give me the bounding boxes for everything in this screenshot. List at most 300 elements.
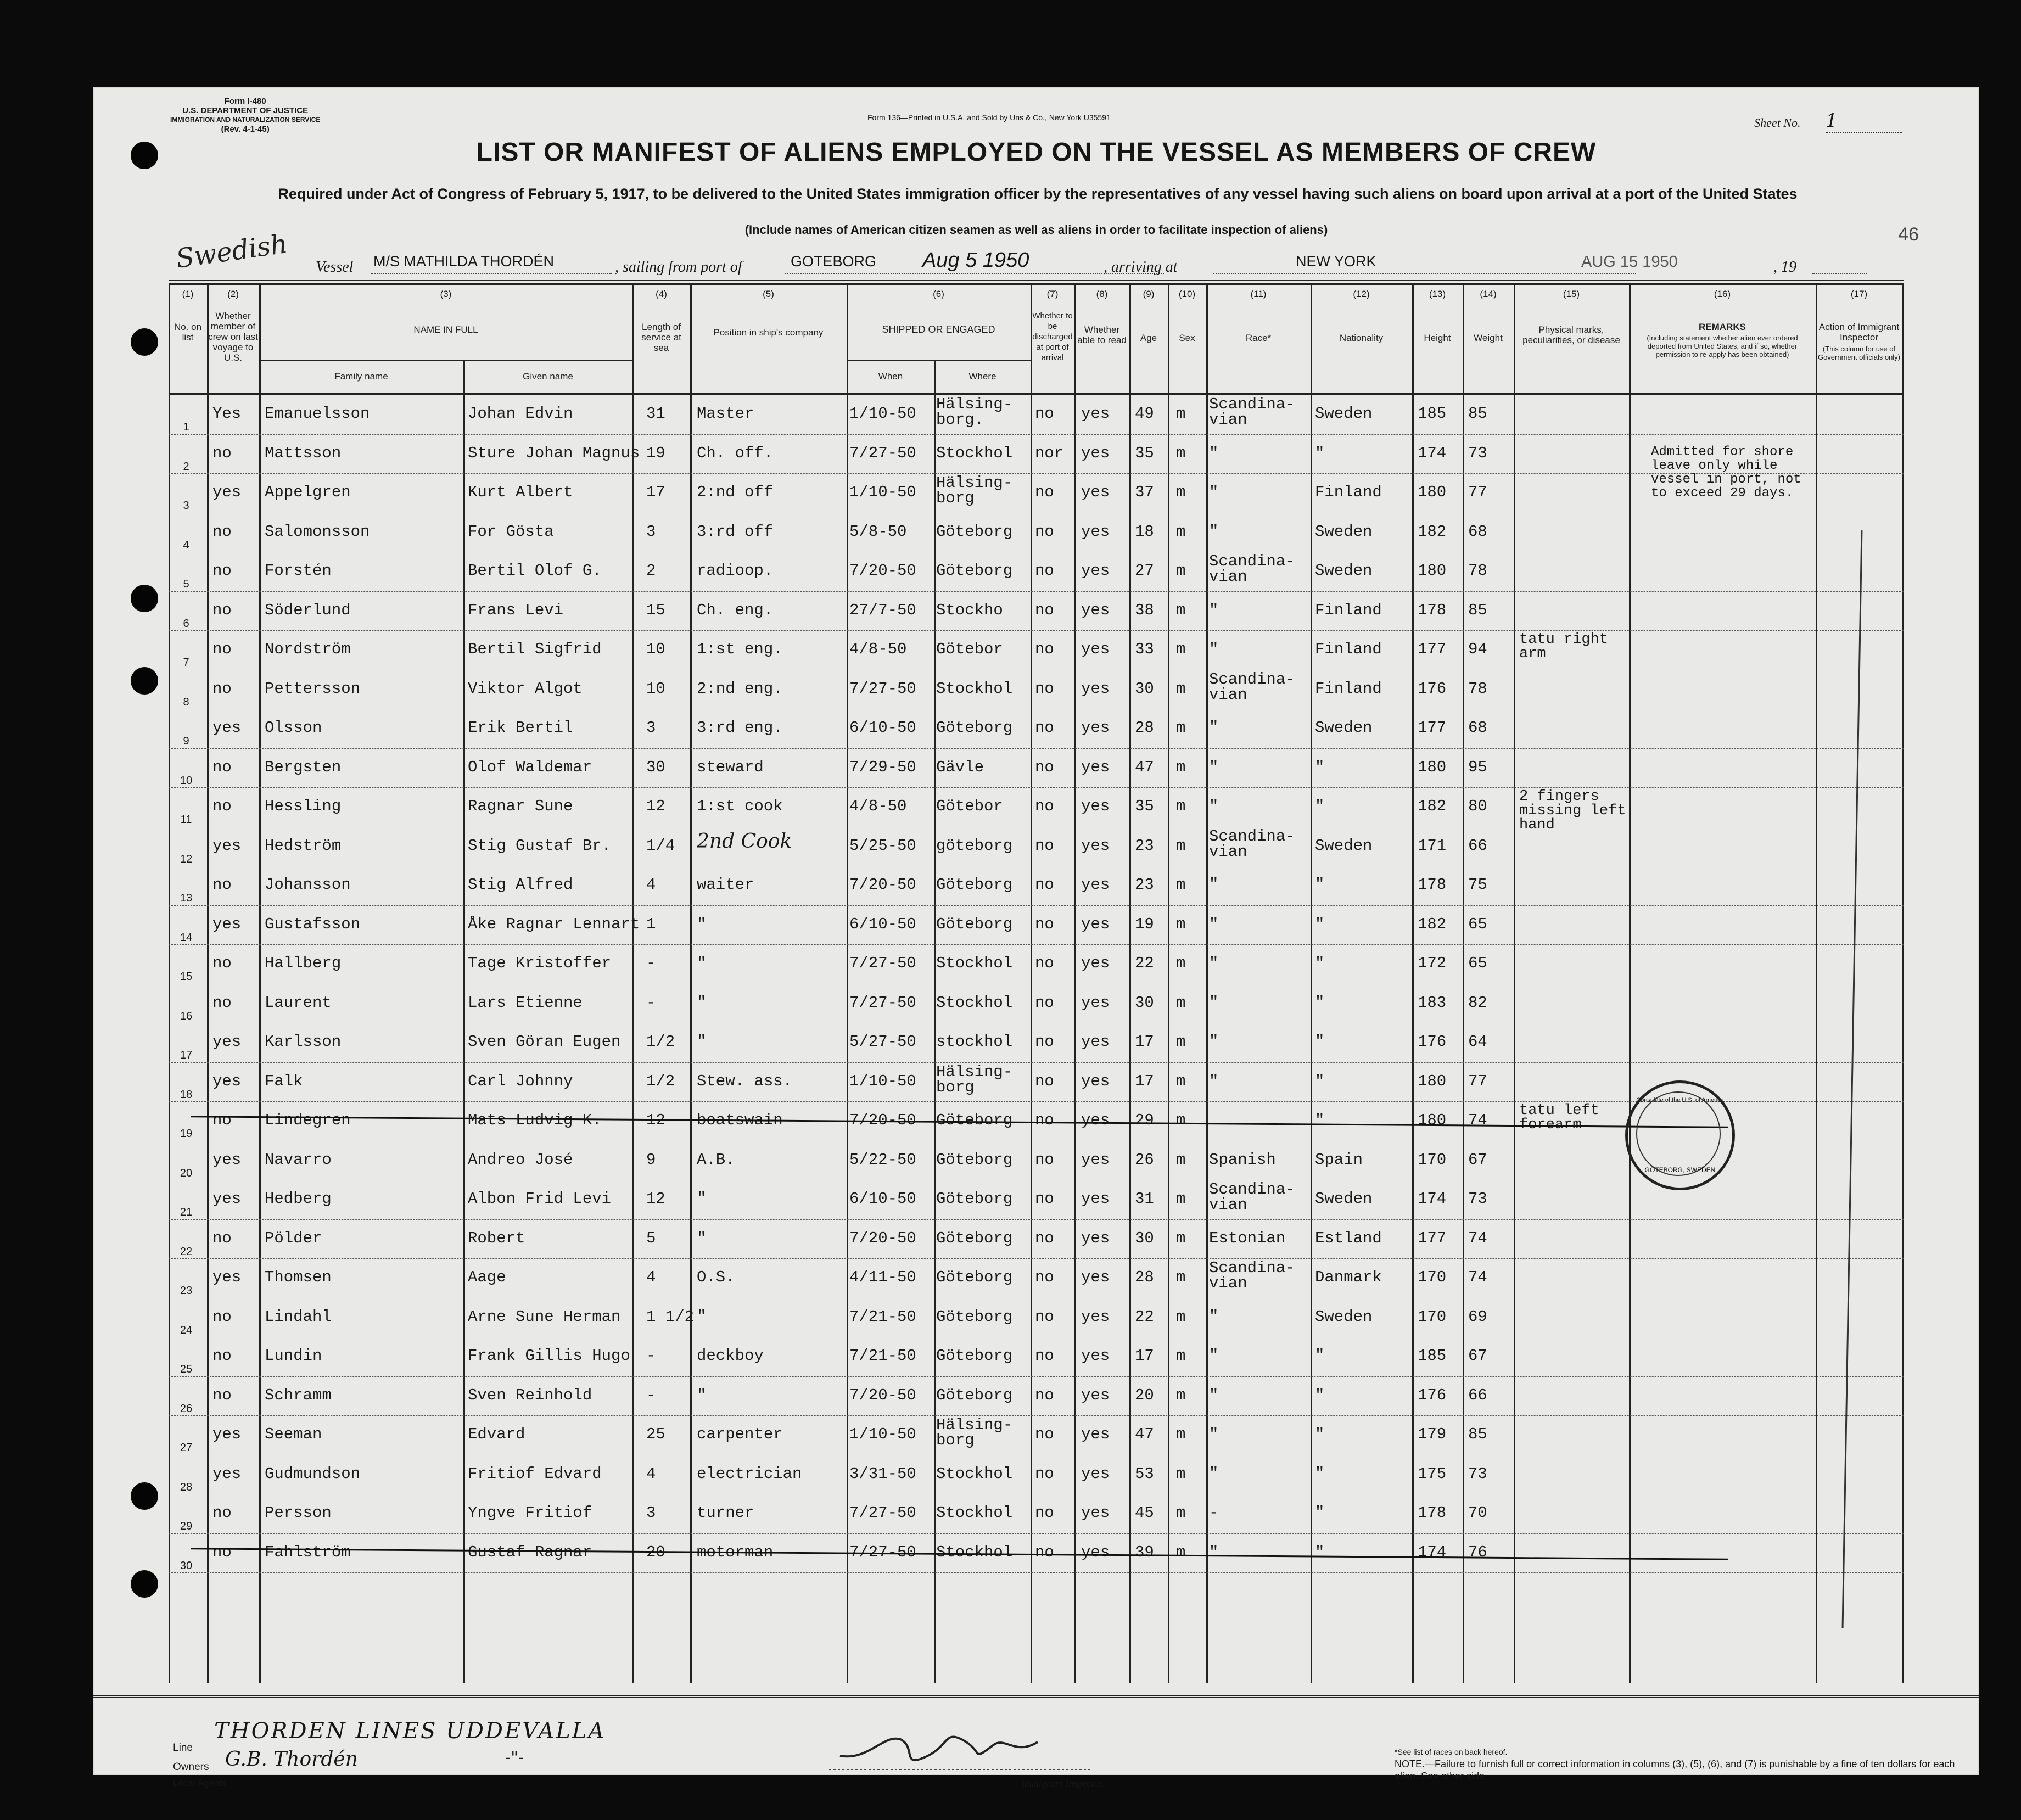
cell-when: 1/10-50 <box>849 405 916 423</box>
cell-weight: 75 <box>1468 876 1487 894</box>
cell-weight: 77 <box>1468 1072 1487 1090</box>
cell-given: Carl Johnny <box>468 1072 573 1090</box>
cell-weight: 82 <box>1468 993 1487 1012</box>
crew-row <box>169 552 1904 592</box>
cell-when: 7/21-50 <box>849 1307 916 1326</box>
cell-race: " <box>1209 483 1219 501</box>
cell-height: 180 <box>1418 1111 1447 1129</box>
cell-given: Stig Alfred <box>468 876 573 894</box>
cell-height: 170 <box>1418 1268 1447 1286</box>
cell-read: yes <box>1081 1543 1110 1561</box>
cell-weight: 95 <box>1468 758 1487 776</box>
row-number: 29 <box>180 1520 193 1532</box>
cell-read: yes <box>1081 797 1110 815</box>
cell-where: Göteborg <box>936 719 1013 737</box>
col-9-number: (9) <box>1143 289 1155 299</box>
cell-read: yes <box>1081 640 1110 658</box>
cell-race: " <box>1209 1425 1219 1443</box>
cell-discharge: no <box>1035 601 1054 619</box>
cell-service: 3 <box>646 1504 656 1522</box>
cell-last: no <box>212 562 232 580</box>
cell-weight: 85 <box>1468 1425 1487 1443</box>
cell-nationality: Finland <box>1315 483 1382 501</box>
cell-position: " <box>697 1386 707 1404</box>
cell-nationality: Sweden <box>1315 836 1373 855</box>
row-number: 10 <box>180 774 193 787</box>
cell-family: Hedberg <box>265 1190 332 1208</box>
cell-weight: 85 <box>1468 405 1487 423</box>
cell-where: Stockhol <box>936 993 1013 1012</box>
cell-height: 176 <box>1418 679 1447 698</box>
cell-height: 177 <box>1418 1229 1447 1247</box>
sailing-date: Aug 5 1950 <box>922 249 1029 272</box>
cell-position: Ch. eng. <box>697 601 774 619</box>
inspector-label: Immigrant Inspector. <box>1021 1778 1104 1789</box>
row-number: 23 <box>180 1285 193 1297</box>
crew-row <box>169 434 1904 474</box>
cell-read: yes <box>1081 954 1110 972</box>
cell-position: 2:nd off <box>697 483 774 501</box>
col-8-header: Whether able to read <box>1077 324 1127 345</box>
cell-where: Stockhol <box>936 1464 1013 1483</box>
row-number: 20 <box>180 1167 193 1179</box>
crew-row <box>169 1494 1904 1534</box>
cell-race: " <box>1209 797 1219 815</box>
cell-when: 7/27-50 <box>849 1504 916 1522</box>
cell-last: no <box>212 1543 232 1561</box>
row-number: 24 <box>180 1324 193 1336</box>
cell-race: Scandina-vian <box>1209 395 1295 429</box>
cell-height: 176 <box>1418 1386 1447 1404</box>
revision: (Rev. 4-1-45) <box>221 125 270 134</box>
cell-where: Hälsing-borg <box>936 1062 1013 1096</box>
cell-read: yes <box>1081 993 1110 1012</box>
cell-last: no <box>212 993 232 1012</box>
cell-discharge: no <box>1035 954 1054 972</box>
col-11-number: (11) <box>1250 289 1267 299</box>
cell-given: Olof Waldemar <box>468 758 592 776</box>
cell-height: 174 <box>1418 444 1447 462</box>
cell-when: 7/20-50 <box>849 1229 916 1247</box>
cell-service: 1/2 <box>646 1033 675 1051</box>
cell-last: no <box>212 1229 232 1247</box>
cell-service: 12 <box>646 797 665 815</box>
row-number: 26 <box>180 1402 193 1415</box>
col-2-number: (2) <box>227 289 239 299</box>
cell-when: 4/8-50 <box>849 640 907 658</box>
row-number: 28 <box>180 1481 193 1493</box>
cell-read: yes <box>1081 1150 1110 1169</box>
cell-discharge: no <box>1035 1386 1054 1404</box>
cell-when: 7/27-50 <box>849 679 916 698</box>
cell-where: Götebor <box>936 640 1003 658</box>
cell-age: 17 <box>1135 1033 1154 1051</box>
cell-nationality: " <box>1315 1543 1325 1561</box>
cell-given: Sture Johan Magnus <box>468 444 640 462</box>
cell-position: 2:nd eng. <box>697 679 783 698</box>
cell-discharge: no <box>1035 876 1054 894</box>
cell-sex: m <box>1176 1307 1186 1326</box>
col-6-header: SHIPPED OR ENGAGED <box>882 324 995 335</box>
cell-position: turner <box>697 1504 754 1522</box>
cell-where: Stockhol <box>936 954 1013 972</box>
col-5-header: Position in ship's company <box>713 327 824 338</box>
cell-sex: m <box>1176 1033 1186 1051</box>
cell-family: Pölder <box>265 1229 322 1247</box>
cell-discharge: no <box>1035 1504 1054 1522</box>
crew-row <box>169 1180 1904 1220</box>
binder-hole <box>131 328 158 356</box>
col-16-number: (16) <box>1714 289 1731 299</box>
cell-family: Hessling <box>265 797 342 815</box>
cell-discharge: no <box>1035 405 1054 423</box>
cell-where: Göteborg <box>936 1111 1013 1129</box>
cell-last: yes <box>212 1033 242 1051</box>
cell-race: " <box>1209 1464 1219 1483</box>
seal-top-text: Consulate of the U.S. of America <box>1636 1097 1724 1104</box>
row-number: 11 <box>180 814 192 826</box>
cell-service: 10 <box>646 679 665 698</box>
row-number: 25 <box>180 1363 193 1375</box>
cell-read: yes <box>1081 601 1110 619</box>
cell-position: motorman <box>697 1543 774 1561</box>
cell-age: 30 <box>1135 993 1154 1012</box>
cell-race: Scandina-vian <box>1209 670 1295 704</box>
cell-service: 15 <box>646 601 665 619</box>
cell-position: 3:rd eng. <box>697 719 783 737</box>
cell-race: Estonian <box>1209 1229 1286 1247</box>
cell-when: 7/20-50 <box>849 562 916 580</box>
cell-weight: 67 <box>1468 1150 1487 1169</box>
cell-given: Edvard <box>468 1425 525 1443</box>
cell-where: Hälsing-borg <box>936 474 1013 507</box>
cell-given: Sven Reinhold <box>468 1386 592 1404</box>
cell-service: 12 <box>646 1111 665 1129</box>
cell-service: 4 <box>646 876 656 894</box>
footer <box>93 1695 1979 1789</box>
cell-height: 182 <box>1418 915 1447 933</box>
cell-family: Seeman <box>265 1425 322 1443</box>
crew-row <box>169 748 1904 788</box>
cell-race: " <box>1209 993 1219 1012</box>
crew-row <box>169 1258 1904 1298</box>
cell-age: 22 <box>1135 1307 1154 1326</box>
cell-sex: m <box>1176 522 1186 541</box>
cell-age: 47 <box>1135 1425 1154 1443</box>
department-name: U.S. DEPARTMENT OF JUSTICE <box>182 106 309 115</box>
cell-position: boatswain <box>697 1111 783 1129</box>
cell-family: Gustafsson <box>265 915 361 933</box>
cell-where: Gävle <box>936 758 984 776</box>
row-number: 17 <box>180 1049 193 1061</box>
cell-discharge: no <box>1035 1425 1054 1443</box>
remarks-note-text <box>1651 445 1816 501</box>
cell-height: 174 <box>1418 1190 1447 1208</box>
cell-when: 7/29-50 <box>849 758 916 776</box>
crew-row <box>169 473 1904 513</box>
cell-position: " <box>697 915 707 933</box>
cell-last: Yes <box>212 405 242 423</box>
cell-height: 185 <box>1418 1347 1447 1365</box>
cell-when: 7/27-50 <box>849 444 916 462</box>
cell-nationality: Finland <box>1315 679 1382 698</box>
sheet-number <box>1754 110 1902 133</box>
cell-when: 1/10-50 <box>849 1072 916 1090</box>
cell-age: 37 <box>1135 483 1154 501</box>
col-4-header: Length of service at sea <box>641 322 681 353</box>
binder-hole <box>131 667 158 695</box>
cell-position: carpenter <box>697 1425 783 1443</box>
cell-read: yes <box>1081 1229 1110 1247</box>
cell-given: Fritiof Edvard <box>468 1464 602 1483</box>
cell-when: 4/11-50 <box>849 1268 916 1286</box>
cell-sex: m <box>1176 1190 1186 1208</box>
crew-row <box>169 1298 1904 1338</box>
cell-height: 180 <box>1418 562 1447 580</box>
cell-last: no <box>212 1386 232 1404</box>
cell-weight: 66 <box>1468 836 1487 855</box>
col-14-number: (14) <box>1480 289 1497 299</box>
family-name-header: Family name <box>334 371 388 382</box>
cell-age: 31 <box>1135 1190 1154 1208</box>
cell-weight: 65 <box>1468 915 1487 933</box>
cell-given: Albon Frid Levi <box>468 1190 612 1208</box>
cell-given: Kurt Albert <box>468 483 573 501</box>
cell-sex: m <box>1176 915 1186 933</box>
manifest-sheet <box>93 87 1979 1789</box>
cell-family: Bergsten <box>265 758 342 776</box>
cell-weight: 68 <box>1468 522 1487 541</box>
cell-sex: m <box>1176 1111 1186 1129</box>
row-number: 12 <box>180 853 193 865</box>
cell-service: 4 <box>646 1464 656 1483</box>
cell-age: 19 <box>1135 915 1154 933</box>
cell-when: 7/20-50 <box>849 1111 916 1129</box>
cell-last: no <box>212 876 232 894</box>
cell-height: 185 <box>1418 405 1447 423</box>
cell-when: 3/31-50 <box>849 1464 916 1483</box>
row-number: 15 <box>180 971 193 983</box>
row-number: 13 <box>180 892 193 904</box>
cell-read: yes <box>1081 1268 1110 1286</box>
cell-sex: m <box>1176 1347 1186 1365</box>
cell-race: " <box>1209 719 1219 737</box>
cell-when: 1/10-50 <box>849 1425 916 1443</box>
row-number: 7 <box>183 657 189 669</box>
page-stamp-number: 46 <box>1898 224 1919 245</box>
cell-height: 175 <box>1418 1464 1447 1483</box>
cell-family: Hedström <box>265 836 342 855</box>
vessel-row <box>159 249 1916 282</box>
cell-last: no <box>212 1307 232 1326</box>
col-15-header: Physical marks, peculiarities, or disease <box>1522 324 1620 345</box>
cell-when: 7/27-50 <box>849 993 916 1012</box>
cell-sex: m <box>1176 405 1186 423</box>
cell-race: Scandina-vian <box>1209 1259 1295 1292</box>
col-15-number: (15) <box>1563 289 1580 299</box>
cell-marks: tatu right arm <box>1519 631 1609 662</box>
cell-discharge: no <box>1035 993 1054 1012</box>
page-title: LIST OR MANIFEST OF ALIENS EMPLOYED ON THE VESSEL AS MEMBERS OF CREW <box>476 138 1597 167</box>
row-number: 16 <box>180 1010 193 1022</box>
port-to: NEW YORK <box>1296 253 1376 270</box>
cell-race: " <box>1209 444 1219 462</box>
cell-race: " <box>1209 1386 1219 1404</box>
cell-position: Master <box>697 405 754 423</box>
col-13-header: Height <box>1424 333 1451 343</box>
cell-family: Persson <box>265 1504 332 1522</box>
cell-age: 39 <box>1135 1543 1154 1561</box>
cell-nationality: Sweden <box>1315 1190 1373 1208</box>
cell-service: 10 <box>646 640 665 658</box>
cell-discharge: no <box>1035 1543 1054 1561</box>
cell-given: Andreo José <box>468 1150 573 1169</box>
cell-family: Lindegren <box>265 1111 351 1129</box>
cell-position: Stew. ass. <box>697 1072 793 1090</box>
cell-height: 170 <box>1418 1150 1447 1169</box>
cell-nationality: " <box>1315 1072 1325 1090</box>
cell-family: Thomsen <box>265 1268 332 1286</box>
cell-race: " <box>1209 1543 1219 1561</box>
cell-where: stockhol <box>936 1033 1013 1051</box>
cell-last: yes <box>212 915 242 933</box>
cell-service: 30 <box>646 758 665 776</box>
cell-when: 7/27-50 <box>849 1543 916 1561</box>
cell-race: " <box>1209 522 1219 541</box>
cell-age: 23 <box>1135 876 1154 894</box>
cell-where: göteborg <box>936 836 1013 855</box>
binder-hole <box>131 1570 158 1598</box>
cell-discharge: no <box>1035 522 1054 541</box>
cell-read: yes <box>1081 1072 1110 1090</box>
cell-read: yes <box>1081 915 1110 933</box>
year-label: , 19 <box>1773 259 1796 276</box>
cell-nationality: " <box>1315 1033 1325 1051</box>
cell-race: " <box>1209 640 1219 658</box>
cell-nationality: Estland <box>1315 1229 1382 1247</box>
cell-discharge: no <box>1035 1229 1054 1247</box>
cell-where: Stockhol <box>936 1543 1013 1561</box>
cell-nationality: " <box>1315 444 1325 462</box>
row-number: 30 <box>180 1559 193 1572</box>
cell-age: 26 <box>1135 1150 1154 1169</box>
cell-read: yes <box>1081 679 1110 698</box>
cell-sex: m <box>1176 993 1186 1012</box>
cell-family: Söderlund <box>265 601 351 619</box>
cell-when: 7/20-50 <box>849 1386 916 1404</box>
cell-discharge: no <box>1035 1347 1054 1365</box>
cell-height: 178 <box>1418 601 1447 619</box>
cell-family: Gudmundson <box>265 1464 361 1483</box>
crew-row <box>169 1219 1904 1259</box>
cell-weight: 74 <box>1468 1268 1487 1286</box>
cell-when: 7/27-50 <box>849 954 916 972</box>
cell-read: yes <box>1081 758 1110 776</box>
crew-row <box>169 984 1904 1024</box>
cell-discharge: no <box>1035 1307 1054 1326</box>
cell-when: 6/10-50 <box>849 915 916 933</box>
cell-position: steward <box>697 758 764 776</box>
col-9-header: Age <box>1140 333 1157 343</box>
inspector-signature <box>807 1717 1115 1778</box>
row-number: 21 <box>180 1206 193 1218</box>
cell-read: yes <box>1081 522 1110 541</box>
cell-nationality: Sweden <box>1315 522 1373 541</box>
cell-given: Lars Etienne <box>468 993 583 1012</box>
cell-given: Aage <box>468 1268 506 1286</box>
cell-race: " <box>1209 876 1219 894</box>
cell-age: 22 <box>1135 954 1154 972</box>
cell-last: yes <box>212 1150 242 1169</box>
col-17-number: (17) <box>1850 289 1868 299</box>
row-number: 18 <box>180 1088 193 1101</box>
cell-read: yes <box>1081 483 1110 501</box>
cell-family: Hallberg <box>265 954 342 972</box>
cell-age: 53 <box>1135 1464 1154 1483</box>
cell-position: " <box>697 1033 707 1051</box>
cell-read: yes <box>1081 1190 1110 1208</box>
cell-where: Göteborg <box>936 1386 1013 1404</box>
cell-height: 182 <box>1418 522 1447 541</box>
cell-position: 2nd Cook <box>697 830 792 853</box>
col-5-number: (5) <box>763 289 774 299</box>
cell-when: 5/27-50 <box>849 1033 916 1051</box>
cell-discharge: no <box>1035 562 1054 580</box>
crew-row <box>169 866 1904 906</box>
service-name: IMMIGRATION AND NATURALIZATION SERVICE <box>170 116 321 124</box>
cell-where: Hälsing-borg <box>936 1416 1013 1449</box>
cell-weight: 67 <box>1468 1347 1487 1365</box>
cell-service: 3 <box>646 522 656 541</box>
cell-sex: m <box>1176 679 1186 698</box>
cell-race: " <box>1209 1033 1219 1051</box>
cell-position: waiter <box>697 876 754 894</box>
col-11-header: Race* <box>1245 333 1272 343</box>
cell-race: Spanish <box>1209 1150 1276 1169</box>
cell-race: " <box>1209 1307 1219 1326</box>
cell-weight: 78 <box>1468 679 1487 698</box>
cell-read: yes <box>1081 1111 1110 1129</box>
col-10-header: Sex <box>1179 333 1195 343</box>
cell-sex: m <box>1176 1464 1186 1483</box>
cell-when: 27/7-50 <box>849 601 916 619</box>
cell-discharge: no <box>1035 1190 1054 1208</box>
cell-given: Bertil Olof G. <box>468 562 602 580</box>
cell-weight: 66 <box>1468 1386 1487 1404</box>
cell-race: " <box>1209 1072 1219 1090</box>
col-14-header: Weight <box>1474 333 1503 343</box>
cell-last: no <box>212 1347 232 1365</box>
cell-age: 45 <box>1135 1504 1154 1522</box>
cell-service: 19 <box>646 444 665 462</box>
cell-age: 35 <box>1135 797 1154 815</box>
sailing-label: , sailing from port of <box>615 259 742 276</box>
cell-given: Åke Ragnar Lennart <box>468 915 640 933</box>
cell-given: Frank Gillis Hugo <box>468 1347 630 1365</box>
cell-race: " <box>1209 915 1219 933</box>
cell-discharge: no <box>1035 679 1054 698</box>
cell-weight: 73 <box>1468 1190 1487 1208</box>
cell-nationality: Spain <box>1315 1150 1363 1169</box>
when-header: When <box>878 371 903 382</box>
cell-family: Lundin <box>265 1347 322 1365</box>
cell-last: yes <box>212 836 242 855</box>
sheet-no-label: Sheet No. <box>1754 116 1801 130</box>
cell-discharge: no <box>1035 797 1054 815</box>
cell-height: 180 <box>1418 1072 1447 1090</box>
cell-service: 3 <box>646 719 656 737</box>
col-8-number: (8) <box>1096 289 1108 299</box>
